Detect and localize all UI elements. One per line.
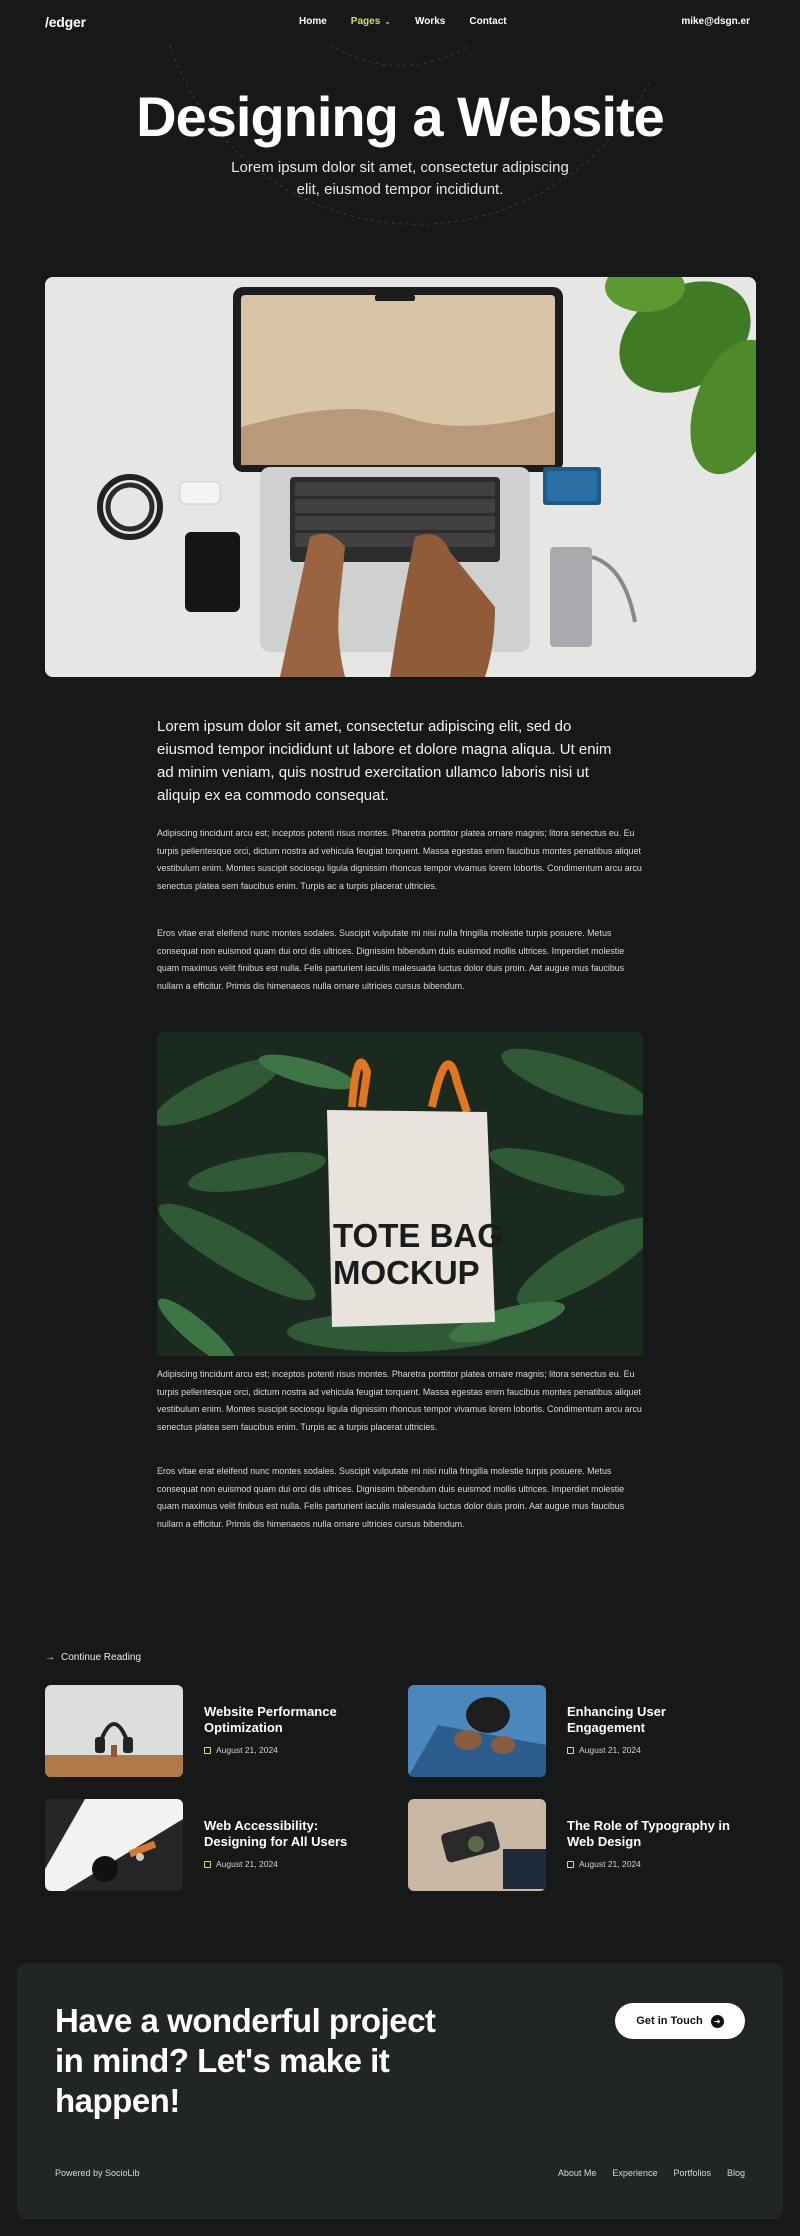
footer-link-portfolios[interactable]: Portfolios (673, 2168, 711, 2178)
tote-bag-image (157, 1032, 643, 1356)
article-paragraph: Adipiscing tincidunt arcu est; inceptos potenti risus montes. Pharetra porttitor platea ornare magnis; litora senectus eu. Eu turpis pellentesque orci, dictum nostra ad vehicula feugiat torquent. Massa egestas enim faucibus montes penatibus aliquet vestibulum enim. Montes suscipit sociosqu ligula dignissim rhoncus tempor vivamus lorem lobortis. Condimentum arcu arcu senectus platea sem faucibus enim. Turpis ac a turpis placerat ultricies. (157, 828, 642, 891)
footer-link-experience[interactable]: Experience (612, 2168, 658, 2178)
article-paragraph: Adipiscing tincidunt arcu est; inceptos potenti risus montes. Pharetra porttitor platea ornare magnis; litora senectus eu. Eu turpis pellentesque orci, dictum nostra ad vehicula feugiat torquent. Massa egestas enim faucibus montes penatibus aliquet vestibulum enim. Montes suscipit sociosqu ligula dignissim rhoncus tempor vivamus lorem lobortis. Condimentum arcu arcu senectus platea sem faucibus enim. Turpis ac a turpis placerat ultricies. (157, 1369, 642, 1432)
article-lead: Lorem ipsum dolor sit amet, consectetur adipiscing elit, sed do eiusmod tempor incididunt ut labore et dolore magna aliqua. Ut enim ad minim veniam, quis nostrud exercitation ullamco laboris nisi ut aliquip ex ea commodo consequat. (157, 718, 612, 804)
button-label: Get in Touch (636, 2015, 703, 2027)
nav-links (299, 16, 507, 27)
post-thumbnail-headphones (45, 1685, 183, 1777)
post-title: The Role of Typography in Web Design (567, 1818, 730, 1849)
continue-reading-label: Continue Reading (61, 1652, 142, 1663)
post-date (567, 1859, 641, 1869)
nav-link-contact[interactable] (469, 16, 506, 27)
related-post-card[interactable] (45, 1799, 385, 1891)
post-title: Enhancing User Engagement (567, 1704, 666, 1735)
calendar-icon (204, 1747, 211, 1754)
page-title: Designing a Website (136, 85, 664, 148)
continue-reading-heading (45, 1652, 141, 1663)
top-navigation (0, 0, 800, 44)
post-date-text: August 21, 2024 (216, 1745, 278, 1755)
calendar-icon (567, 1861, 574, 1868)
post-thumbnail-yoga (408, 1685, 546, 1777)
site-logo[interactable]: /edger (45, 14, 86, 30)
related-post-card[interactable] (408, 1799, 748, 1891)
nav-link-label: Works (414, 16, 446, 27)
nav-link-works[interactable] (415, 16, 445, 27)
cta-title: Have a wonderful project in mind? Let's make it happen! (55, 2002, 436, 2119)
related-post-card[interactable] (408, 1685, 748, 1777)
contact-email-link[interactable]: mike@dsgn.er (681, 16, 750, 27)
post-date (204, 1745, 278, 1755)
calendar-icon (204, 1861, 211, 1868)
calendar-icon (567, 1747, 574, 1754)
post-thumbnail-desk-phone (408, 1799, 546, 1891)
chevron-down-icon: ⌄ (384, 17, 391, 26)
footer-links (558, 2168, 745, 2178)
tote-text-line-2: MOCKUP (333, 1254, 480, 1291)
post-title: Web Accessibility: Designing for All Users (204, 1818, 348, 1849)
article-paragraph: Eros vitae erat eleifend nunc montes sodales. Suscipit vulputate mi nisi nulla fringilla molestie turpis posuere. Metus consequat non euismod quam dui orci dis ultrices. Dignissim bibendum duis euismod mollis ultrices. Imperdiet molestie quam maximus velit finibus est nulla. Felis parturient iaculis malesuada luctus dolor duis proin. Aat augue mus faucibus nullam a efficitur. Primis dis himenaeos nulla ornare ultricies cursus bibendum. (157, 1466, 625, 1529)
footer-link-about[interactable]: About Me (557, 2168, 597, 2178)
powered-by-text: Powered by SocioLib (55, 2168, 140, 2178)
tote-text-line-1: TOTE BAG (333, 1217, 503, 1254)
post-date-text: August 21, 2024 (216, 1859, 278, 1869)
post-date-text: August 21, 2024 (579, 1745, 641, 1755)
nav-link-label: Pages (350, 16, 381, 27)
nav-link-home[interactable] (299, 16, 327, 27)
nav-link-pages[interactable] (351, 16, 391, 27)
page-subtitle: Lorem ipsum dolor sit amet, consectetur adipiscing elit, eiusmod tempor incididunt. (231, 159, 569, 198)
get-in-touch-button[interactable] (615, 2003, 745, 2039)
footer-link-blog[interactable]: Blog (726, 2168, 745, 2178)
nav-link-label: Home (299, 16, 327, 27)
hero-image-laptop-desk (45, 277, 756, 677)
arrow-right-icon: ➜ (711, 2015, 724, 2028)
related-post-card[interactable] (45, 1685, 385, 1777)
nav-link-label: Contact (469, 16, 507, 27)
post-title: Website Performance Optimization (204, 1704, 337, 1735)
cta-panel (17, 1963, 783, 2219)
post-thumbnail-accessories (45, 1799, 183, 1891)
post-date-text: August 21, 2024 (579, 1859, 641, 1869)
post-date (567, 1745, 641, 1755)
article-paragraph: Eros vitae erat eleifend nunc montes sodales. Suscipit vulputate mi nisi nulla fringilla molestie turpis posuere. Metus consequat non euismod quam dui orci dis ultrices. Dignissim bibendum duis euismod mollis ultrices. Imperdiet molestie quam maximus velit finibus est nulla. Felis parturient iaculis malesuada luctus dolor duis proin. Aat augue mus faucibus nullam a efficitur. Primis dis himenaeos nulla ornare ultricies cursus bibendum. (157, 928, 625, 991)
post-date (204, 1859, 278, 1869)
arrow-right-icon: → (45, 1652, 55, 1663)
